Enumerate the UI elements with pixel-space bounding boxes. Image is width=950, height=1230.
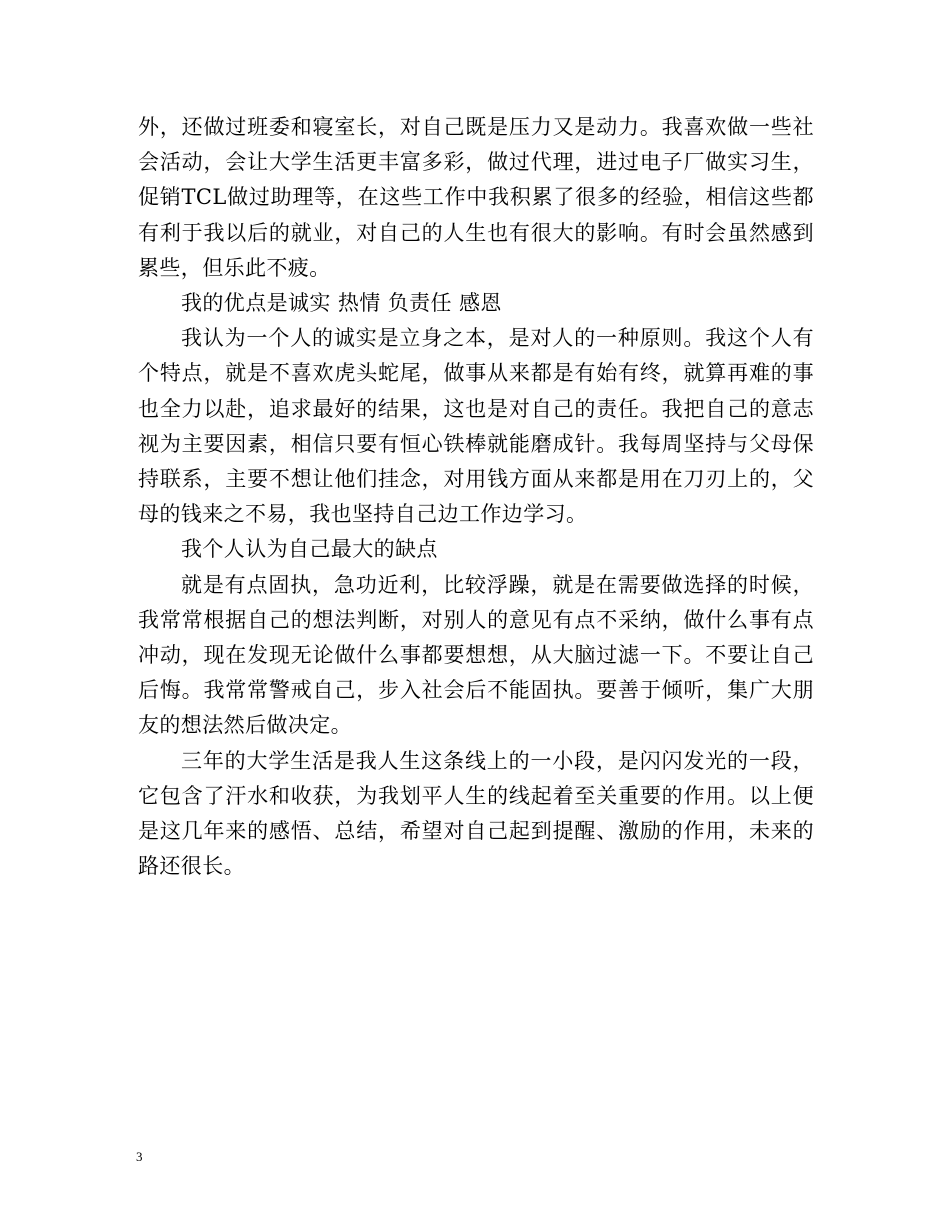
- paragraph-continuation: 外，还做过班委和寝室长，对自己既是压力又是动力。我喜欢做一些社会活动，会让大学生活更丰富多彩，做过代理，进过电子厂做实习生，促销TCL做过助理等，在这些工作中我积累了很多的经验，相信这些都有利于我以后的就业，对自己的人生也有很大的影响。有时会虽然感到累些，但乐此不疲。: [138, 115, 814, 280]
- paragraph-strengths-heading: 我的优点是诚实 热情 负责任 感恩: [181, 291, 502, 316]
- paragraph-honesty: 我认为一个人的诚实是立身之本，是对人的一种原则。我这个人有个特点，就是不喜欢虎头蛇尾，做事从来都是有始有终，就算再难的事也全力以赴，追求最好的结果，这也是对自己的责任。我把自己的意志视为主要因素，相信只要有恒心铁棒就能磨成针。我每周坚持与父母保持联系，主要不想让他们挂念，对用钱方面从来都是用在刀刃上的，父母的钱来之不易，我也坚持自己边工作边学习。: [138, 326, 814, 527]
- page-number: 3: [136, 1149, 143, 1164]
- paragraph-weakness-heading: 我个人认为自己最大的缺点: [181, 537, 438, 562]
- body-text: [138, 110, 814, 884]
- paragraph-conclusion: 三年的大学生活是我人生这条线上的一小段，是闪闪发光的一段，它包含了汗水和收获，为我划平人生的线起着至关重要的作用。以上便是这几年来的感悟、总结，希望对自己起到提醒、激励的作用，未来的路还很长。: [138, 748, 814, 879]
- paragraph-weakness: 就是有点固执，急功近利，比较浮躁，就是在需要做选择的时候，我常常根据自己的想法判断，对别人的意见有点不采纳，做什么事有点冲动，现在发现无论做什么事都要想想，从大脑过滤一下。不要让自己后悔。我常常警戒自己，步入社会后不能固执。要善于倾听，集广大朋友的想法然后做决定。: [138, 572, 814, 738]
